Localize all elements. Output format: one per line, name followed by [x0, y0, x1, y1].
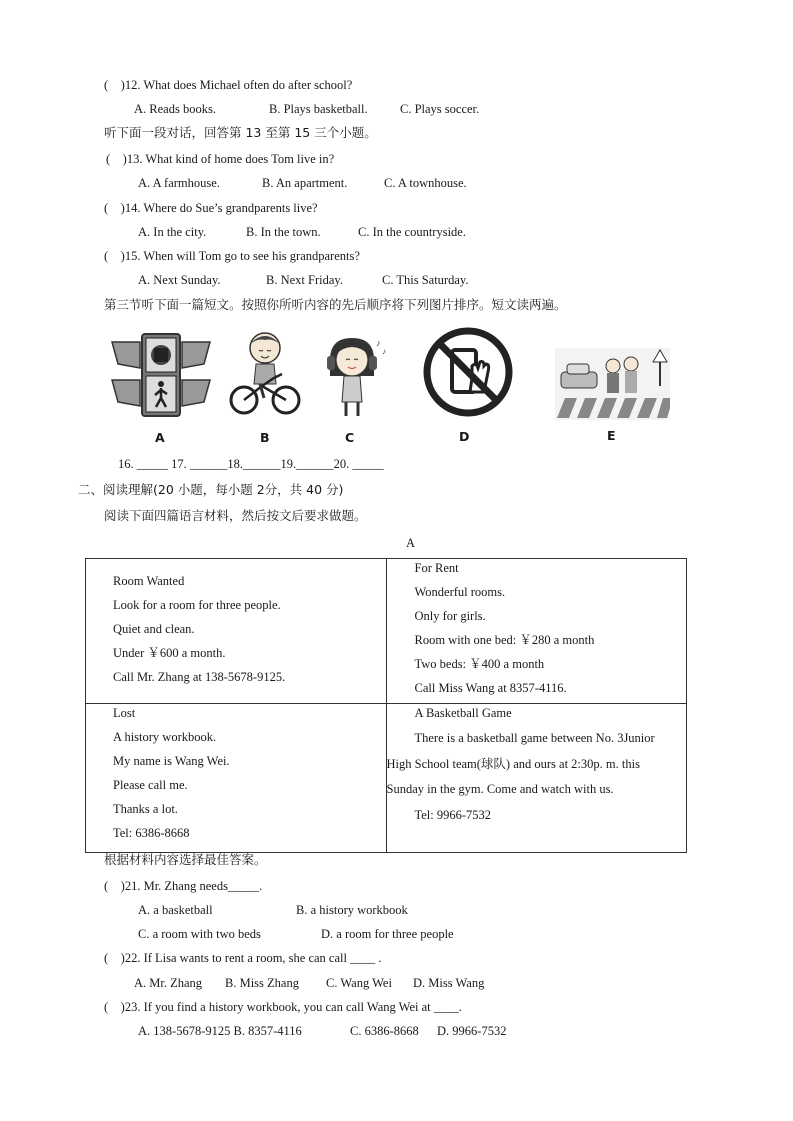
question-22-option-b: B. Miss Zhang — [225, 976, 299, 990]
picture-label-a: A — [155, 430, 165, 445]
question-12-option-a: A. Reads books. — [134, 102, 216, 116]
question-21-option-c: C. a room with two beds — [138, 927, 261, 941]
question-22 — [104, 950, 381, 966]
ad-lost-line: My name is Wang Wei. — [113, 754, 230, 768]
question-21-option-d: D. a room for three people — [321, 927, 454, 941]
answer-bracket-22[interactable]: ( ) — [104, 951, 125, 965]
question-12 — [104, 77, 352, 93]
question-14-text: 14. Where do Sue’s grandparents live? — [124, 201, 318, 215]
question-12-option-b: B. Plays basketball. — [269, 102, 368, 116]
question-15-text: 15. When will Tom go to see his grandparents? — [124, 249, 360, 263]
question-15 — [104, 248, 360, 264]
svg-text:♪: ♪ — [376, 338, 381, 348]
question-22-option-d: D. Miss Wang — [413, 976, 485, 990]
picture-label-e: E — [607, 428, 616, 443]
ad-basketball-body-line: High School team(球队) and ours at 2:30p. m. this — [386, 756, 640, 771]
ad-lost-title: Lost — [113, 706, 136, 720]
question-13 — [106, 151, 334, 167]
section-3-instruction: 第三节听下面一篇短文。按照你所听内容的先后顺序将下列图片排序。短文读两遍。 — [104, 297, 567, 312]
question-23-text: 23. If you find a history workbook, you can call Wang Wei at ____. — [124, 1000, 462, 1014]
answer-line-16-20[interactable]: 16. _____ 17. ______18.______19.______20. _____ — [118, 457, 384, 471]
passage-label-a: A — [406, 536, 416, 550]
svg-text:♪: ♪ — [382, 347, 386, 356]
answer-bracket-12[interactable]: ( ) — [104, 78, 125, 92]
question-14-option-c: C. In the countryside. — [358, 225, 466, 239]
question-15-option-b: B. Next Friday. — [266, 273, 343, 287]
ad-lost-line: A history workbook. — [113, 730, 217, 744]
ad-basketball-body-line: Sunday in the gym. Come and watch with us. — [386, 782, 614, 796]
ads-table — [85, 558, 687, 853]
ad-for-rent-line: Wonderful rooms. — [414, 585, 506, 599]
question-12-text: 12. What does Michael often do after school? — [124, 78, 353, 92]
ad-for-rent-line: Two beds: ￥400 a month — [414, 657, 545, 671]
instruction-13-15: 听下面一段对话，回答第 13 至第 15 三个小题。 — [104, 125, 377, 140]
traffic-light-icon — [110, 332, 212, 418]
ad-for-rent-line: Room with one bed: ￥280 a month — [414, 633, 595, 647]
ad-lost — [86, 704, 387, 853]
ad-lost-line: Tel: 6386-8668 — [113, 826, 190, 840]
reading-section-heading: 二、阅读理解(20 小题，每小题 2分，共 40 分) — [78, 482, 344, 497]
question-21 — [104, 878, 262, 894]
ad-lost-line: Thanks a lot. — [113, 802, 178, 816]
question-14-option-a: A. In the city. — [138, 225, 207, 239]
ad-room-wanted-line: Call Mr. Zhang at 138-5678-9125. — [113, 670, 286, 684]
question-13-option-c: C. A townhouse. — [384, 176, 467, 190]
ad-room-wanted-line: Look for a room for three people. — [113, 598, 281, 612]
ad-for-rent — [386, 559, 687, 704]
ad-basketball-body-line: There is a basketball game between No. 3Junior — [414, 731, 655, 745]
answer-bracket-13[interactable]: ( ) — [106, 152, 127, 166]
question-15-option-c: C. This Saturday. — [382, 273, 469, 287]
question-13-text: 13. What kind of home does Tom live in? — [126, 152, 335, 166]
choose-instruction: 根据材料内容选择最佳答案。 — [104, 852, 267, 867]
ad-for-rent-line: Call Miss Wang at 8357-4116. — [414, 681, 567, 695]
ad-room-wanted-line: Quiet and clean. — [113, 622, 195, 636]
ad-room-wanted-line: Under ￥600 a month. — [113, 646, 226, 660]
question-12-option-c: C. Plays soccer. — [400, 102, 480, 116]
question-14-option-b: B. In the town. — [246, 225, 321, 239]
answer-bracket-21[interactable]: ( ) — [104, 879, 125, 893]
question-14 — [104, 200, 318, 216]
no-phone-sign-icon — [422, 326, 514, 418]
question-15-option-a: A. Next Sunday. — [138, 273, 221, 287]
question-13-option-b: B. An apartment. — [262, 176, 348, 190]
crosswalk-children-icon — [555, 348, 670, 420]
ad-for-rent-line: Only for girls. — [414, 609, 486, 623]
girl-with-headphones-icon — [322, 336, 392, 420]
question-22-text: 22. If Lisa wants to rent a room, she can call ____ . — [124, 951, 382, 965]
question-13-option-a: A. A farmhouse. — [138, 176, 220, 190]
answer-bracket-15[interactable]: ( ) — [104, 249, 125, 263]
question-21-option-b: B. a history workbook — [296, 903, 408, 917]
picture-label-b: B — [260, 430, 270, 445]
question-21-text: 21. Mr. Zhang needs_____. — [124, 879, 263, 893]
question-23 — [104, 999, 462, 1015]
ad-basketball-title: A Basketball Game — [414, 706, 512, 720]
question-23-option-d: D. 9966-7532 — [437, 1024, 507, 1038]
ad-basketball-game — [386, 704, 687, 853]
question-23-option-c: C. 6386-8668 — [350, 1024, 419, 1038]
picture-label-d: D — [459, 429, 470, 444]
boy-on-bicycle-icon — [228, 330, 302, 418]
picture-label-c: C — [345, 430, 355, 445]
ad-room-wanted-title: Room Wanted — [113, 574, 185, 588]
question-23-option-ab: A. 138-5678-9125 B. 8357-4116 — [138, 1024, 302, 1038]
question-21-option-a: A. a basketball — [138, 903, 213, 917]
answer-bracket-14[interactable]: ( ) — [104, 201, 125, 215]
ad-basketball-tel: Tel: 9966-7532 — [414, 808, 492, 822]
reading-instruction: 阅读下面四篇语言材料，然后按文后要求做题。 — [104, 508, 367, 523]
ad-lost-line: Please call me. — [113, 778, 188, 792]
question-22-option-c: C. Wang Wei — [326, 976, 392, 990]
question-22-option-a: A. Mr. Zhang — [134, 976, 203, 990]
ad-room-wanted — [86, 559, 387, 704]
answer-bracket-23[interactable]: ( ) — [104, 1000, 125, 1014]
ad-for-rent-title: For Rent — [414, 561, 459, 575]
